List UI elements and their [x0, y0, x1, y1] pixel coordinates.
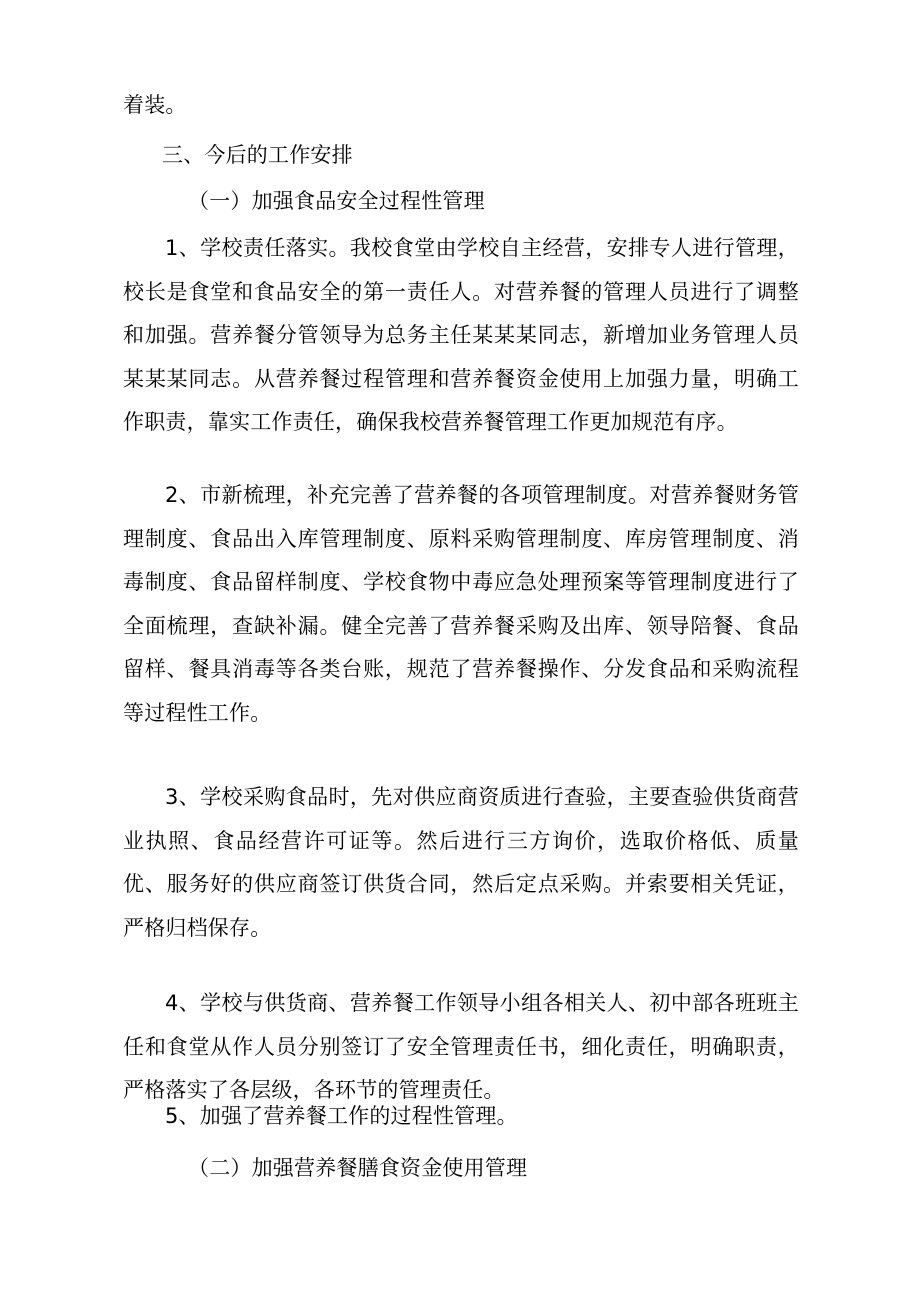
paragraph-2: 2、市新梳理，补充完善了营养餐的各项管理制度。对营养餐财务管理制度、食品出入库管理制度、原料采购管理制度、库房管理制度、消毒制度、食品留样制度、学校食物中毒应急处理预案等管理制度进行了全面梳理，查缺补漏。健全完善了营养餐采购及出库、领导陪餐、食品留样、餐具消毒等各类台账，规范了营养餐操作、分发食品和采购流程等过程性工作。	[123, 483, 799, 725]
paragraph-1: 1、学校责任落实。我校食堂由学校自主经营，安排专人进行管理，校长是食堂和食品安全的第一责任人。对营养餐的管理人员进行了调整和加强。营养餐分管领导为总务主任某某某同志，新增加业务管理人员某某某同志。从营养餐过程管理和营养餐资金使用上加强力量，明确工作职责，靠实工作责任，确保我校营养餐管理工作更加规范有序。	[123, 236, 799, 434]
paragraph-4: 4、学校与供货商、营养餐工作领导小组各相关人、初中部各班班主任和食堂从作人员分别签订了安全管理责任书，细化责任，明确职责，严格落实了各层级，各环节的管理责任。	[123, 991, 799, 1102]
paragraph-3: 3、学校采购食品时，先对供应商资质进行查验，主要查验供货商营业执照、食品经营许可证等。然后进行三方询价，选取价格低、质量优、服务好的供应商签订供货合同，然后定点采购。并索要相关凭证，严格归档保存。	[123, 785, 799, 940]
paragraph-5: 5、加强了营养餐工作的过程性管理。	[165, 1104, 518, 1128]
subsection-heading-2: （二）加强营养餐膳食资金使用管理	[188, 1156, 528, 1180]
section-heading: 三、今后的工作安排	[162, 143, 353, 167]
subsection-heading-1: （一）加强食品安全过程性管理	[188, 189, 485, 213]
continuation-text: 着装。	[123, 93, 187, 117]
